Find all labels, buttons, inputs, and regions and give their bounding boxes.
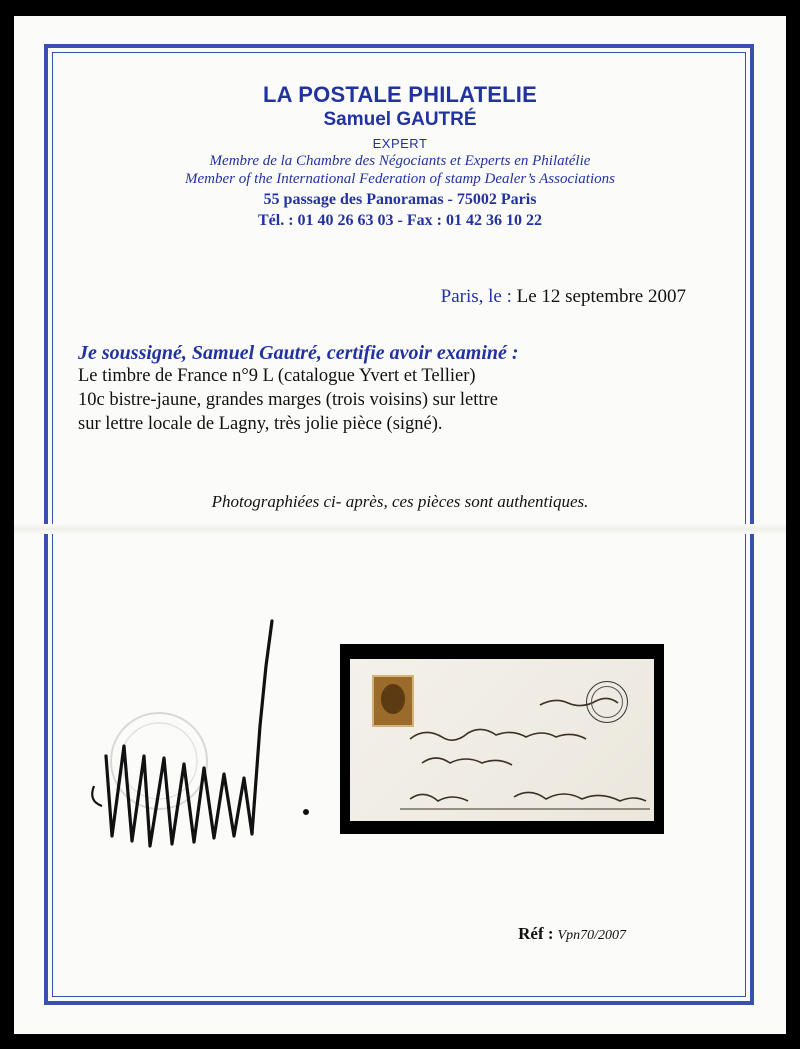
reference-value: Vpn70/2007	[557, 928, 626, 943]
postmark-icon	[586, 681, 628, 723]
description-line-3: sur lettre locale de Lagny, très jolie pièce (signé).	[78, 414, 443, 434]
address: 55 passage des Panoramas - 75002 Paris	[263, 191, 537, 208]
cover-photo	[340, 644, 664, 834]
date-line	[441, 286, 686, 308]
authenticity-statement: Photographiées ci- après, ces pièces sont authentiques.	[211, 492, 589, 511]
description-line-1: Le timbre de France n°9 L (catalogue Yvert et Tellier)	[78, 366, 476, 386]
reference	[518, 924, 626, 944]
company-name: LA POSTALE PHILATELIE	[263, 82, 537, 107]
fold-line	[14, 524, 786, 534]
date-value: Le 12 septembre 2007	[516, 286, 686, 307]
membership-english: Member of the International Federation of stamp Dealer’s Associations	[185, 171, 615, 187]
date-label: Paris, le :	[440, 286, 512, 307]
certificate-sheet	[14, 16, 786, 1034]
signature-icon	[84, 606, 324, 866]
letter-cover	[350, 659, 654, 821]
expert-title: EXPERT	[372, 136, 428, 151]
reference-label: Réf :	[518, 924, 554, 943]
membership-french: Membre de la Chambre des Négociants et Experts en Philatélie	[209, 153, 591, 169]
phone-fax: Tél. : 01 40 26 63 03 - Fax : 01 42 36 10 22	[258, 212, 542, 229]
stamp-icon	[372, 675, 414, 727]
postmark-inner	[591, 686, 623, 718]
certification-intro: Je soussigné, Samuel Gautré, certifie avoir examiné :	[78, 342, 519, 364]
stamp-portrait	[381, 684, 405, 714]
expert-name: Samuel GAUTRÉ	[323, 109, 477, 130]
description-line-2: 10c bistre-jaune, grandes marges (trois voisins) sur lettre	[78, 390, 498, 410]
